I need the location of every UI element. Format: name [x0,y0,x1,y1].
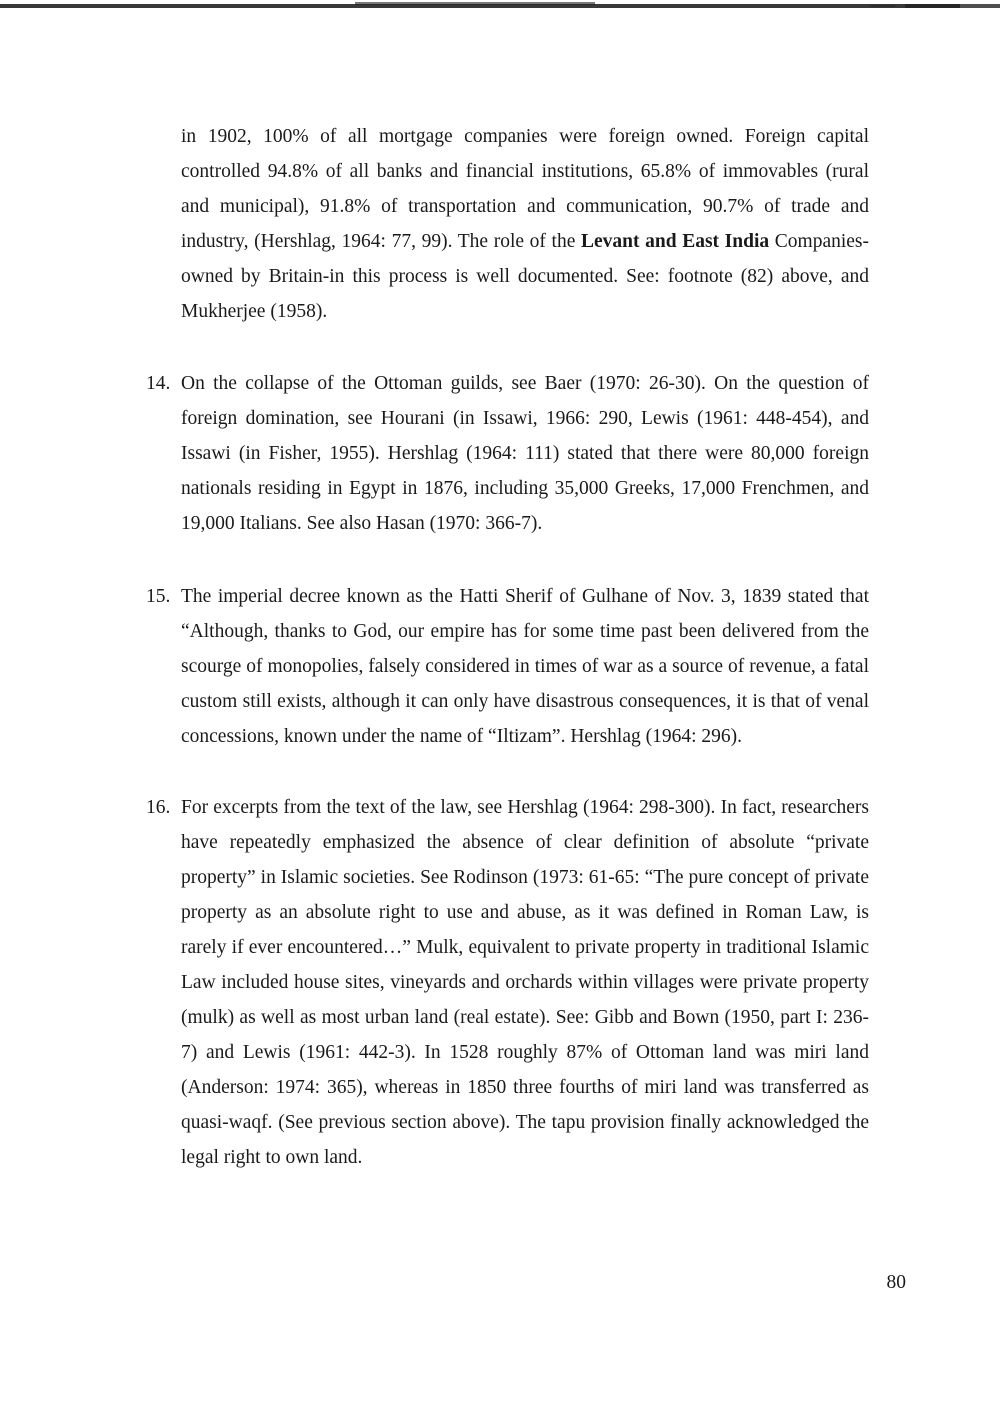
footnote-continuation [181,119,869,329]
footnote-15-number: 15. [146,586,171,607]
footnote-15-text: The imperial decree known as the Hatti Sherif of Gulhane of Nov. 3, 1839 stated that “Although, thanks to God, our empire has for some time past been delivered from the scourge of monopolies, falsely considered in times of war as a source of revenue, a fatal custom still exists, although it can only have disastrous consequences, it is that of venal concessions, known under the name of “Iltizam”. Hershlag (1964: 296). [181,586,869,747]
continuation-text-start: in 1902, 100% of all mortgage companies were foreign owned. Foreign capital controlled 94.8% of all banks and financial institutions, 65.8% of immovables (rural and municipal), 91.8% of transportation and communication, 90.7% of trade and industry, (Hershlag, 1964: 77, 99). The role of the [181,126,869,252]
footnote-16-number: 16. [146,797,171,818]
footnote-14-number: 14. [146,373,171,394]
continuation-bold-text: Levant and East India [581,231,770,252]
scan-top-rule [0,0,1000,14]
continuation-text-end: Companies-owned by Britain-in this process is well documented. See: footnote (82) above, and Mukherjee (1958). [181,231,870,322]
footnote-14-text: On the collapse of the Ottoman guilds, see Baer (1970: 26-30). On the question of foreign domination, see Hourani (in Issawi, 1966: 290, Lewis (1961: 448-454), and Issawi (in Fisher, 1955). Hershlag (1964: 111) stated that there were 80,000 foreign nationals residing in Egypt in 1876, including 35,000 Greeks, 17,000 Frenchmen, and 19,000 Italians. See also Hasan (1970: 366-7). [181,373,869,534]
footnote-16-text: For excerpts from the text of the law, see Hershlag (1964: 298-300). In fact, researchers have repeatedly emphasized the absence of clear definition of absolute “private property” in Islamic societies. See Rodinson (1973: 61-65: “The pure concept of private property as an absolute right to use and abuse, as it was defined in Roman Law, is rarely if ever encountered…” Mulk, equivalent to private property in traditional Islamic Law included house sites, vineyards and orchards within villages were private property (mulk) as well as most urban land (real estate). See: Gibb and Bown (1950, part I: 236-7) and Lewis (1961: 442-3). In 1528 roughly 87% of Ottoman land was miri land (Anderson: 1974: 365), whereas in 1850 three fourths of miri land was transferred as quasi-waqf. (See previous section above). The tapu provision finally acknowledged the legal right to own land. [181,797,869,1168]
page-number: 80 [886,1272,906,1293]
